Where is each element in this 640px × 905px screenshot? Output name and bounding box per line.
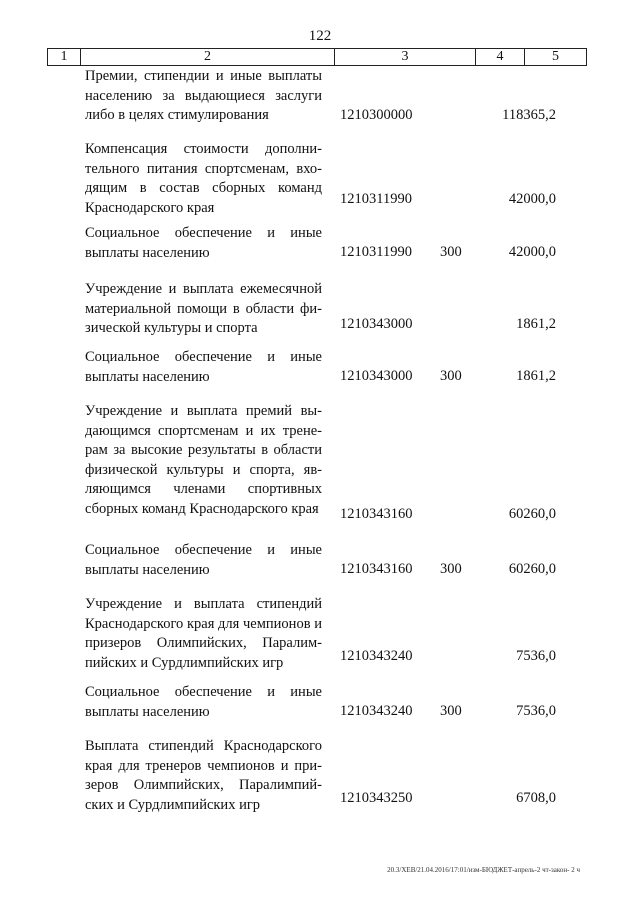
row-description: Учреждение и выплата премий вы-дающимся спортсменам и их трене-рам за высокие результаты в области физической культуры и спорта, яв-ляющимся членами спортивных сборных команд Краснодарского края: [85, 403, 322, 517]
row-code: 1210311990: [340, 191, 412, 207]
header-col-4: 4: [476, 49, 525, 65]
row-amount: 42000,0: [508, 244, 556, 260]
row-code: 1210300000: [340, 107, 413, 123]
row-code: 1210343160: [340, 506, 413, 522]
row-code: 1210343160: [340, 561, 413, 577]
row-code: 1210343000: [340, 368, 413, 384]
row-amount: 6708,0: [516, 790, 556, 806]
row-description: Социальное обеспечение и иные выплаты населению: [85, 225, 322, 261]
row-amount: 60260,0: [508, 561, 556, 577]
row-amount: 118365,2: [502, 107, 556, 123]
row-amount: 7536,0: [516, 648, 556, 664]
row-description: Социальное обеспечение и иные выплаты населению: [85, 349, 322, 385]
row-amount: 1861,2: [516, 368, 556, 384]
row-description: Премии, стипендии и иные выплаты населению за выдающиеся заслуги либо в целях стимулирования: [85, 68, 322, 123]
row-code: 1210343240: [340, 648, 413, 664]
row-amount: 1861,2: [516, 316, 556, 332]
row-kind: 300: [440, 244, 462, 260]
row-description: Выплата стипендий Краснодарского края для тренеров чемпионов и при-зеров Олимпийских, Паралимпий-ских и Сурдлимпийских игр: [85, 738, 322, 813]
footer-file-reference: 20.3/ХЕВ/21.04.2016/17:01/изм-БЮДЖЕТ-апрель-2 чт-закон- 2 ч: [387, 866, 580, 874]
row-amount: 42000,0: [508, 191, 556, 207]
row-description: Социальное обеспечение и иные выплаты населению: [85, 542, 322, 578]
page-number: 122: [308, 28, 332, 44]
header-col-3: 3: [335, 49, 476, 65]
row-amount: 7536,0: [516, 703, 556, 719]
row-kind: 300: [440, 368, 462, 384]
row-description: Учреждение и выплата ежемесячной материальной помощи в области фи-зической культуры и спорта: [85, 281, 322, 336]
row-code: 1210343250: [340, 790, 413, 806]
row-code: 1210343240: [340, 703, 413, 719]
header-col-5: 5: [552, 49, 559, 64]
header-col-1: 1: [48, 49, 81, 65]
row-code: 1210311990: [340, 244, 412, 260]
row-description: Социальное обеспечение и иные выплаты населению: [85, 684, 322, 720]
row-amount: 60260,0: [508, 506, 556, 522]
row-code: 1210343000: [340, 316, 413, 332]
row-description: Учреждение и выплата стипендий Краснодарского края для чемпионов и призеров Олимпийских, Паралим-пийских и Сурдлимпийских игр: [85, 596, 322, 671]
row-kind: 300: [440, 561, 462, 577]
header-col-2: 2: [81, 49, 335, 65]
row-kind: 300: [440, 703, 462, 719]
row-description: Компенсация стоимости дополни-тельного питания спортсменам, вхо-дящим в состав сборных команд Краснодарского края: [85, 141, 322, 216]
table-header: [47, 48, 587, 66]
